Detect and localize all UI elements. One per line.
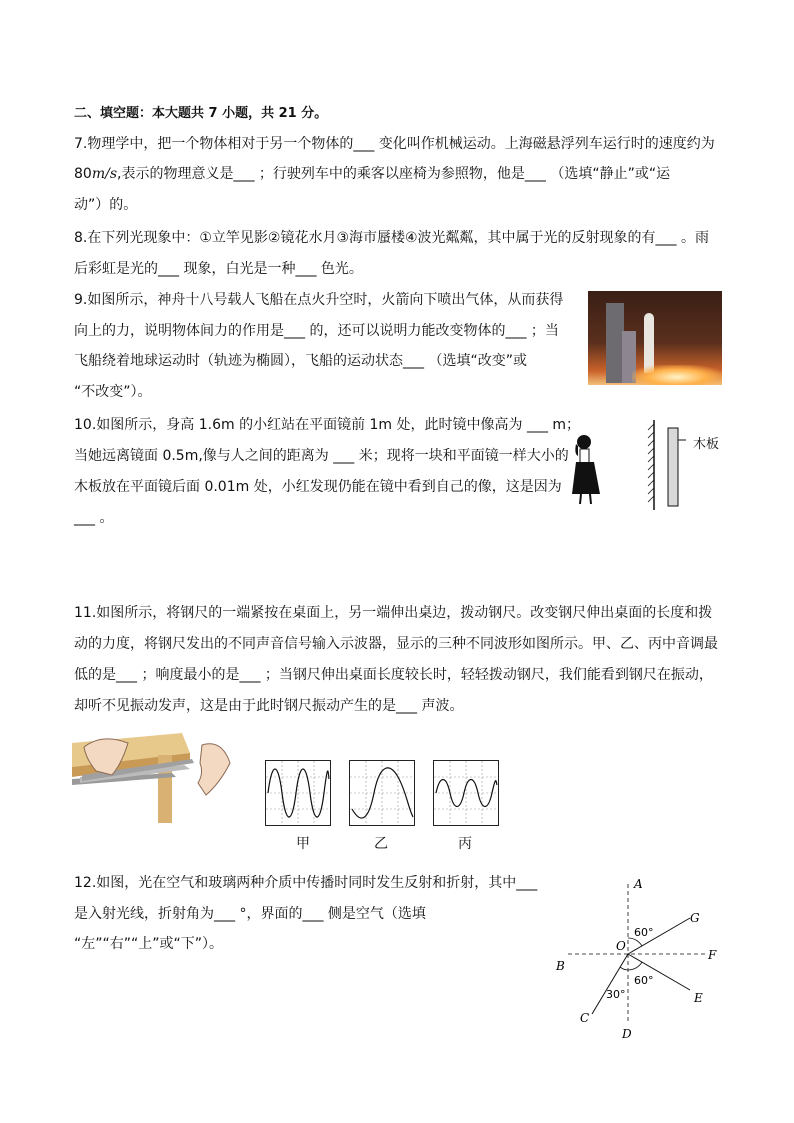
label-G: G: [690, 911, 700, 925]
q7-line-1: 7.物理学中，把一个物体相对于另一个物体的___ 变化叫作机械运动。上海磁悬浮列车运行时的速度约为: [74, 136, 715, 152]
girl-figure: [566, 432, 606, 507]
q11-line-2: 动的力度，将钢尺发出的不同声音信号输入示波器，显示的三种不同波形如图所示。甲、乙、丙中音调最: [74, 636, 718, 652]
q7-line-3: 动”）的。: [74, 197, 138, 213]
q10-line-4: ___ 。: [74, 510, 114, 526]
q11-line-1: 11.如图所示，将钢尺的一端紧按在桌面上，另一端伸出桌边，拨动钢尺。改变钢尺伸出桌面的长度和拨: [74, 605, 713, 621]
q12-line-1: 12.如图，光在空气和玻璃两种介质中传播时同时发生反射和折射，其中___: [74, 875, 538, 891]
wave-label-jia: 甲: [296, 836, 310, 852]
q9-line-3: 飞船绕着地球运动时（轨迹为椭圆），飞船的运动状态___ （选填“改变”或: [74, 353, 527, 369]
refraction-diagram: [548, 872, 728, 1042]
label-D: D: [622, 1027, 632, 1041]
label-B: B: [556, 959, 565, 973]
q9-line-1: 9.如图所示，神舟十八号载人飞船在点火升空时，火箭向下喷出气体，从而获得: [74, 292, 564, 308]
angle-label-1: 60°: [634, 926, 654, 939]
q8-line-2: 后彩虹是光的___ 现象，白光是一种___ 色光。: [74, 261, 363, 277]
q7-line-2-rest: ,表示的物理意义是___ ；行驶列车中的乘客以座椅为参照物，他是___ （选填“静止”或“运: [117, 166, 671, 182]
q11-line-4: 却听不见振动发声，这是由于此时钢尺振动产生的是___ 声波。: [74, 698, 464, 714]
waveform-bing: [433, 760, 499, 826]
label-O: O: [616, 939, 626, 953]
q8-line-1: 8.在下列光现象中：①立竿见影②镜花水月③海市蜃楼④波光粼粼，其中属于光的反射现象的有___ 。雨: [74, 230, 710, 246]
board-label: 木板: [693, 437, 720, 452]
q7-speed-value: 80: [74, 166, 92, 182]
q11-line-3: 低的是___ ；响度最小的是___ ；当钢尺伸出桌面长度较长时，轻轻拨动钢尺，我们能看到钢尺在振动，: [74, 667, 713, 683]
ruler-on-table-illustration: [72, 733, 242, 825]
q10-line-1: 10.如图所示，身高 1.6m 的小红站在平面镜前 1m 处，此时镜中像高为 ___ m；: [74, 417, 581, 433]
angle-label-2: 60°: [634, 974, 654, 987]
waveform-jia: [265, 760, 331, 826]
q7-line-2: [74, 164, 670, 184]
label-E: E: [694, 991, 703, 1005]
q9-line-2: 向上的力，说明物体间力的作用是___ 的，还可以说明力能改变物体的___ ；当: [74, 323, 559, 339]
q12-line-2: 是入射光线，折射角为___ °，界面的___ 侧是空气（选填: [74, 906, 426, 922]
rocket-body: [644, 313, 654, 373]
q9-line-4: “不改变”）。: [74, 384, 152, 400]
label-F: F: [708, 948, 717, 962]
q12-line-3: “左”“右”“上”或“下”）。: [74, 936, 224, 952]
waveform-yi: [349, 760, 415, 826]
q10-line-3: 木板放在平面镜后面 0.01m 处，小红发现仍能在镜中看到自己的像，这是因为: [74, 479, 562, 495]
rocket-launch-photo: [588, 291, 722, 385]
mirror-diagram: [646, 418, 686, 514]
angle-label-3: 30°: [606, 988, 626, 1001]
q7-speed-unit: m/s: [91, 166, 118, 182]
label-A: A: [634, 877, 643, 891]
section-title: 二、填空题：本大题共 7 小题，共 21 分。: [74, 106, 328, 121]
q10-line-2: 当她远离镜面 0.5m,像与人之间的距离为 ___ 米；现将一块和平面镜一样大小的: [74, 448, 569, 464]
label-C: C: [580, 1011, 590, 1025]
rocket-flame: [632, 365, 722, 385]
wave-label-bing: 丙: [458, 836, 472, 852]
wave-label-yi: 乙: [374, 836, 388, 852]
